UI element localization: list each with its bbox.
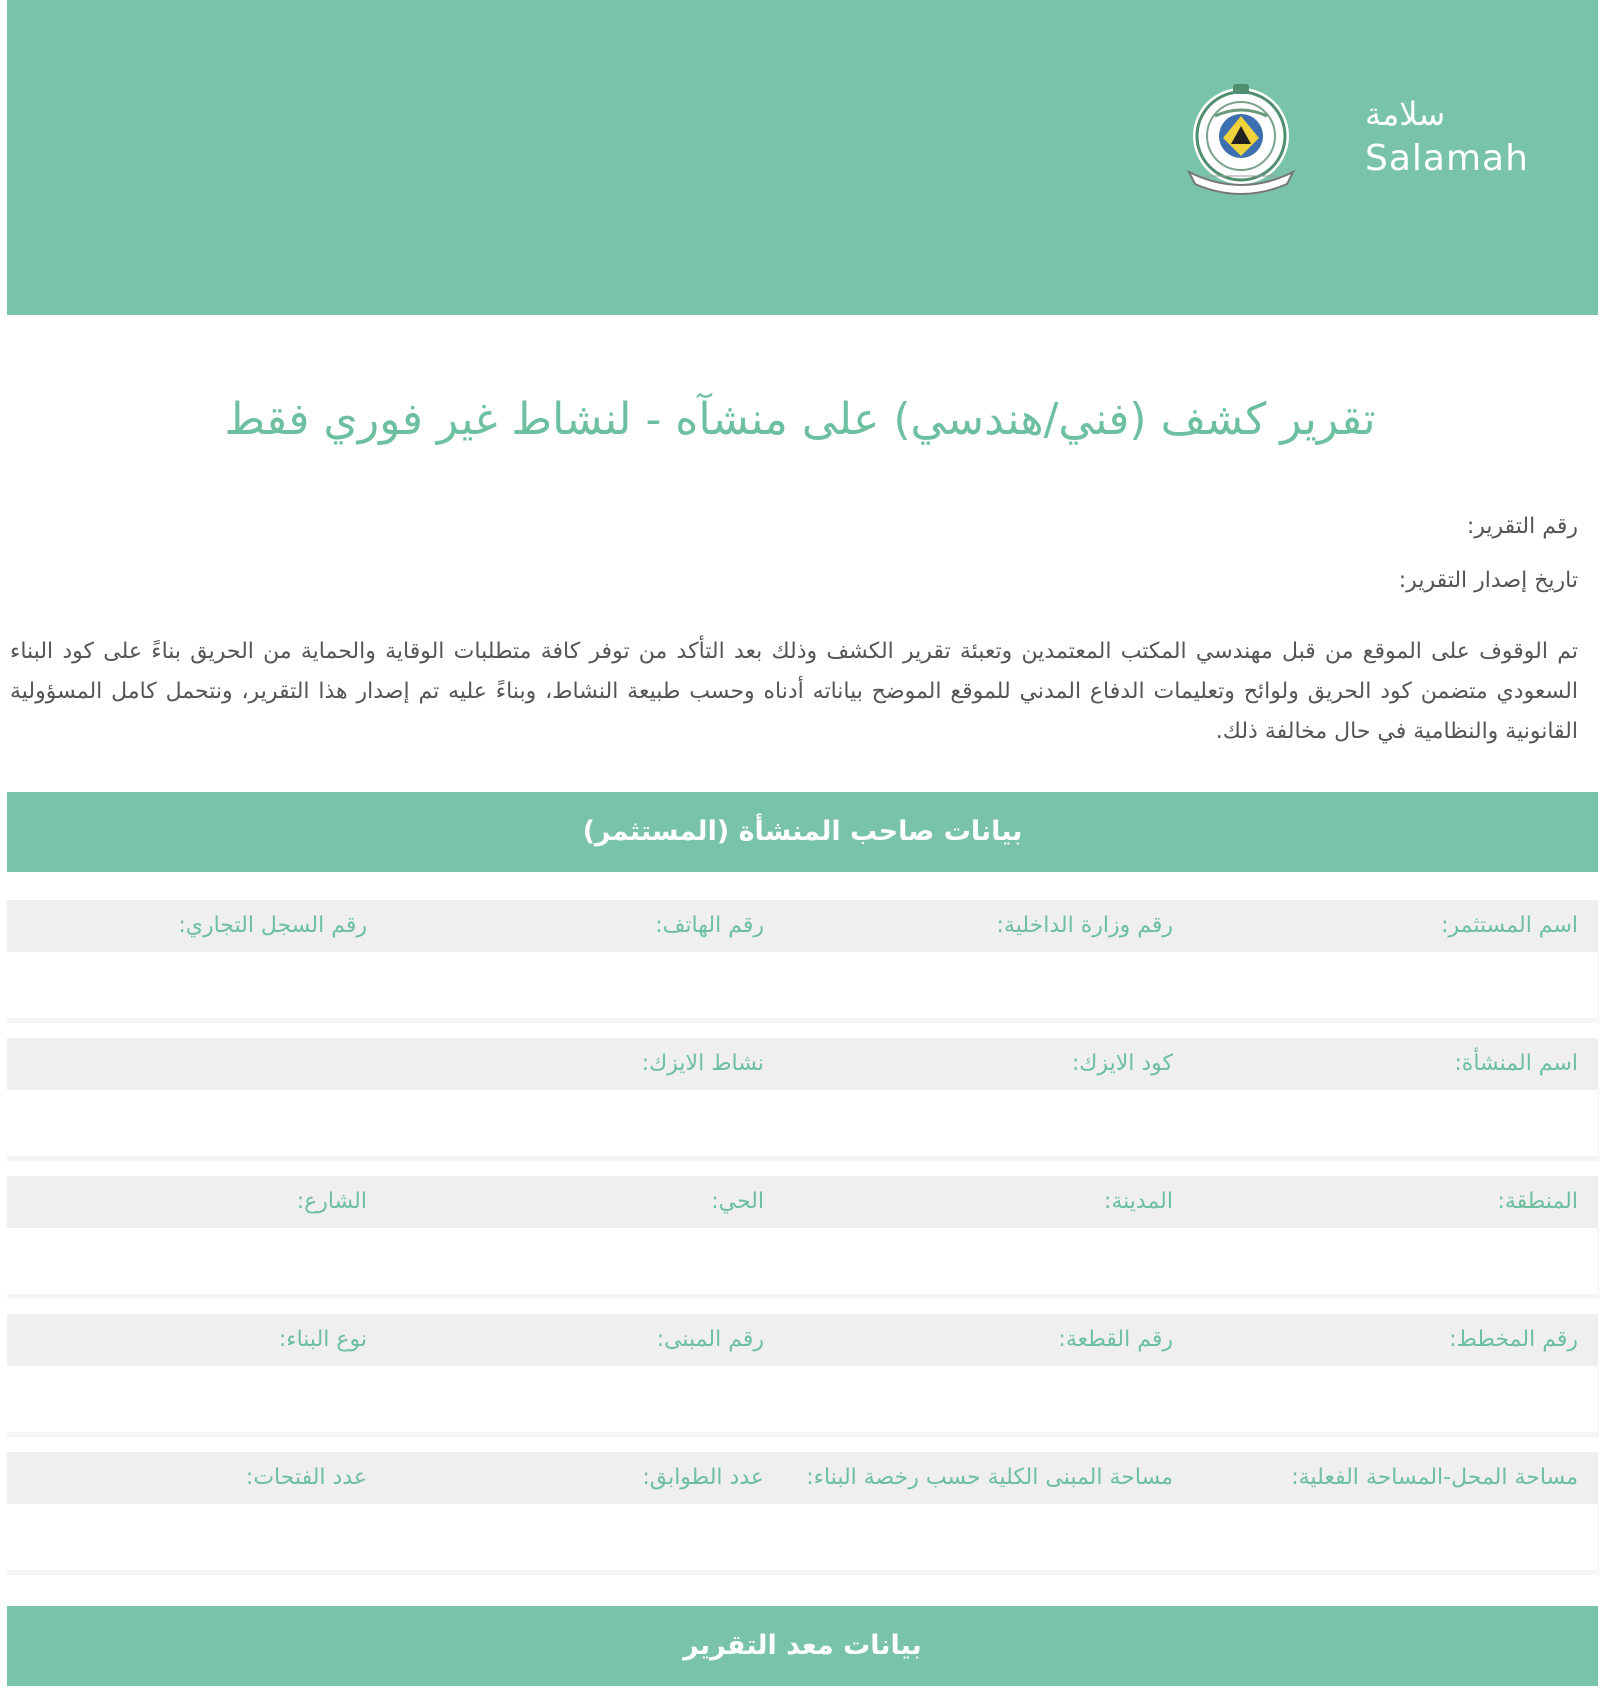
investor-name-label: اسم المستثمر: [1441, 913, 1578, 938]
building-total-area-label: مساحة المبنى الكلية حسب رخصة البناء: [806, 1465, 1173, 1490]
plot-number-label: رقم القطعة: [1058, 1327, 1173, 1352]
interior-ministry-number-label: رقم وزارة الداخلية: [996, 913, 1173, 938]
field-row [7, 1038, 1598, 1090]
shop-area-label: مساحة المحل-المساحة الفعلية: [1291, 1465, 1578, 1490]
field-row [7, 900, 1598, 952]
header-banner [7, 0, 1598, 315]
district-label: الحي: [711, 1189, 764, 1214]
building-type-label: نوع البناء: [278, 1327, 367, 1352]
report-date-label: تاريخ إصدار التقرير: [1398, 568, 1578, 593]
brand-english: Salamah [1365, 138, 1529, 179]
floors-count-label: عدد الطوابق: [642, 1465, 764, 1490]
brand [1365, 92, 1565, 182]
phone-number-label: رقم الهاتف: [655, 913, 764, 938]
field-row [7, 1452, 1598, 1504]
civil-defense-emblem-icon [1175, 76, 1307, 200]
field-row-values [7, 1228, 1599, 1299]
facility-name-label: اسم المنشأة: [1454, 1051, 1578, 1076]
plan-number-label: رقم المخطط: [1449, 1327, 1578, 1352]
report-number-label: رقم التقرير: [1466, 514, 1578, 539]
field-row [7, 1314, 1598, 1366]
isic-activity-label: نشاط الايزك: [641, 1051, 764, 1076]
openings-count-label: عدد الفتحات: [245, 1465, 367, 1490]
field-row-values [7, 1504, 1599, 1575]
field-row-values [7, 1090, 1599, 1161]
field-row [7, 1176, 1598, 1228]
preparer-section-heading: بيانات معد التقرير [7, 1606, 1598, 1686]
report-intro: تم الوقوف على الموقع من قبل مهندسي المكتب المعتمدين وتعبئة تقرير الكشف وذلك بعد التأكد من توفر كافة متطلبات الوقاية والحماية من الحريق بناءً على كود البناء السعودي متضمن كود الحريق ولوائح وتعليمات الدفاع المدني للموقع الموضح بياناته أدناه وحسب طبيعة النشاط، وبناءً عليه تم إصدار هذا التقرير، ونتحمل كامل المسؤولية القانونية والنظامية في حال مخالفة ذلك. [10, 639, 1578, 744]
field-row-values [7, 1366, 1599, 1437]
region-label: المنطقة: [1497, 1189, 1578, 1214]
street-label: الشارع: [296, 1189, 367, 1214]
city-label: المدينة: [1103, 1189, 1173, 1214]
commercial-register-label: رقم السجل التجاري: [178, 913, 367, 938]
field-row-values [7, 952, 1599, 1023]
isic-code-label: كود الايزك: [1071, 1051, 1173, 1076]
owner-section-heading: بيانات صاحب المنشأة (المستثمر) [7, 792, 1598, 872]
brand-arabic: سلامة [1365, 95, 1446, 133]
report-title: تقرير كشف (فني/هندسي) على منشآه - لنشاط غير فوري فقط [224, 394, 1376, 445]
building-number-label: رقم المبنى: [656, 1327, 764, 1352]
